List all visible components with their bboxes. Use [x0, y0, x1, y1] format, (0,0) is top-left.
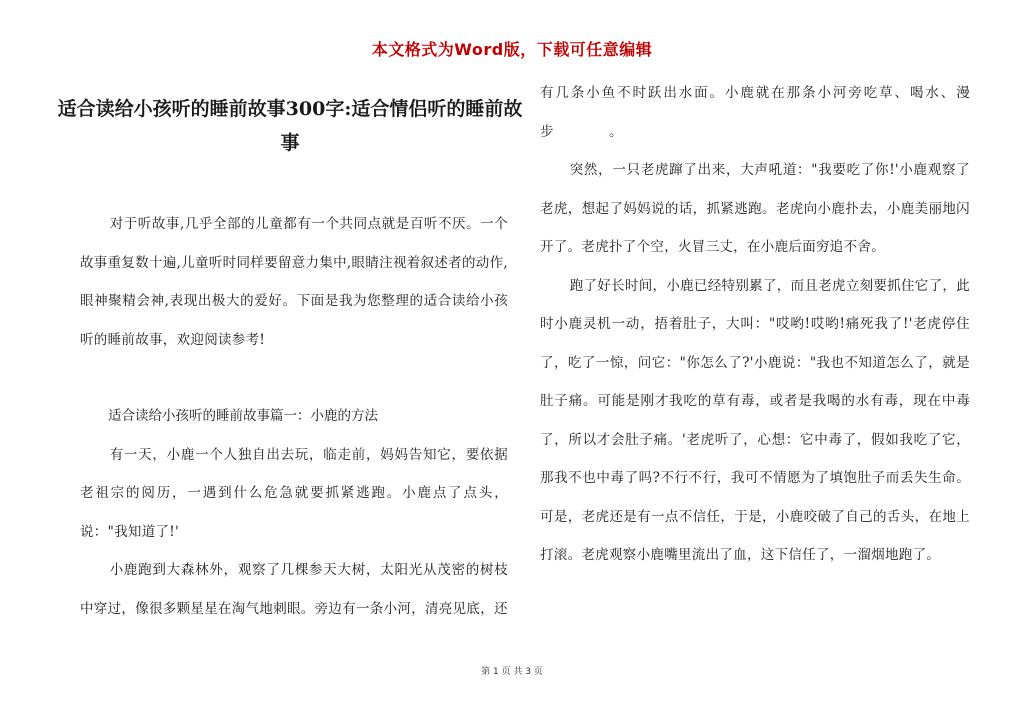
- page-title: 适合读给小孩听的睡前故事300字:适合情侣听的睡前故事: [57, 98, 523, 154]
- story-paragraph-1: 有一天，小鹿一个人独自出去玩，临走前，妈妈告知它，要依据老祖宗的阅历，一遇到什么危急就要抓紧逃跑。小鹿点了点头，说："我知道了!': [80, 446, 508, 540]
- story-paragraph-2: 小鹿跑到大森林外，观察了几棵参天大树，太阳光从茂密的树枝中穿过，像很多颗星星在淘气地刺眼。旁边有一条小河，清亮见底，还: [80, 562, 508, 617]
- story-paragraph-3: 突然，一只老虎蹿了出来，大声吼道："我要吃了你!'小鹿观察了老虎，想起了妈妈说的话，抓紧逃跑。老虎向小鹿扑去，小鹿美丽地闪开了。老虎扑了个空，火冒三丈，在小鹿后面穷追不舍。: [540, 162, 970, 255]
- left-column: [80, 205, 508, 628]
- story-continuation: 有几条小鱼不时跃出水面。小鹿就在那条小河旁吃草、喝水、漫步 。: [540, 85, 970, 140]
- section-heading: 适合读给小孩听的睡前故事篇一：小鹿的方法: [108, 408, 378, 424]
- intro-paragraph: 对于听故事,几乎全部的儿童都有一个共同点就是百听不厌。一个故事重复数十遍,儿童听时同样要留意力集中,眼睛注视着叙述者的动作,眼神聚精会神,表现出极大的爱好。下面是我为您整理的适合读给小孩听的睡前故事，欢迎阅读参考!: [80, 216, 508, 348]
- page-number: 第 1 页 共 3 页: [481, 667, 543, 677]
- story-paragraph-4: 跑了好长时间，小鹿已经特别累了，而且老虎立刻要抓住它了，此时小鹿灵机一动，捂着肚子，大叫："哎哟!哎哟!痛死我了!'老虎停住了，吃了一惊，问它："你怎么了?'小鹿说："我也不知道怎么了，就是肚子痛。可能是刚才我吃的草有毒，或者是我喝的水有毒，现在中毒了，所以才会肚子痛。'老虎听了，心想：它中毒了，假如我吃了它，那我不也中毒了吗?不行不行，我可不情愿为了填饱肚子而丢失生命。可是，老虎还是有一点不信任，于是，小鹿咬破了自己的舌头，在地上打滚。老虎观察小鹿嘴里流出了血，这下信任了，一溜烟地跑了。: [540, 277, 970, 563]
- right-column: [540, 74, 970, 575]
- format-banner: 本文格式为Word版，下载可任意编辑: [371, 40, 653, 59]
